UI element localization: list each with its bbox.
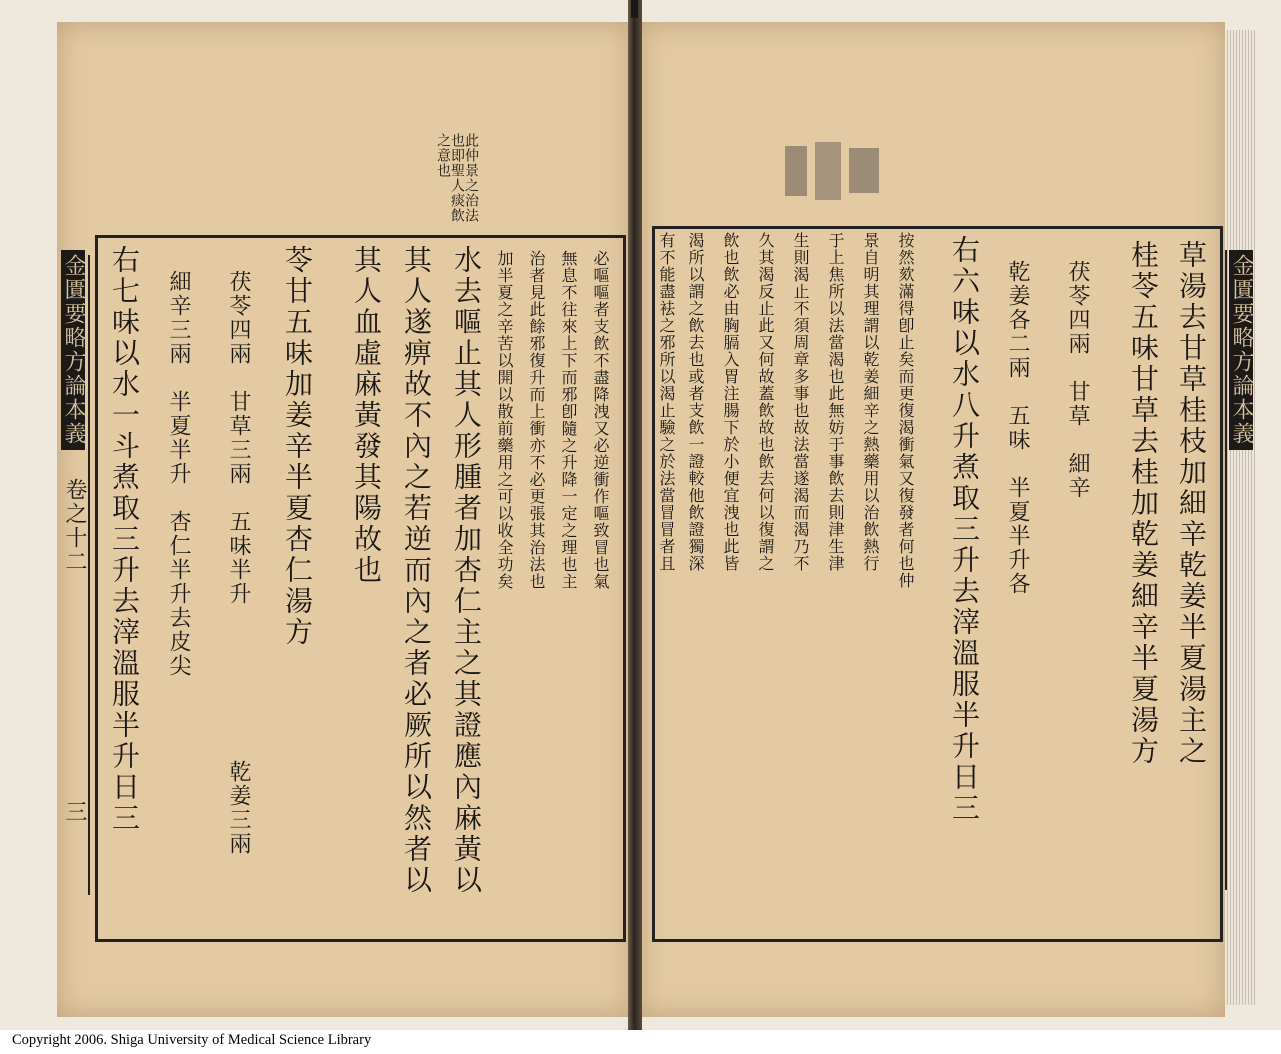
text-column: 其人血虛麻黃發其陽故也: [350, 245, 383, 586]
headnote: 此仲景之治法也即聖人痰飲之意也: [435, 133, 479, 223]
folio-number: 三: [62, 800, 87, 824]
text-column: 右七味以水一斗煮取三升去滓溫服半升日三: [108, 245, 141, 834]
ingredient-column: 茯苓四兩 甘草三兩 五味半升: [226, 270, 251, 606]
right-head-rule: [1225, 250, 1227, 890]
text-column: 苓甘五味加姜辛半夏杏仁湯方: [281, 245, 314, 648]
left-head-rule: [88, 255, 90, 895]
text-column: 草湯去甘草桂枝加細辛乾姜半夏湯主之: [1175, 240, 1208, 767]
ingredient-column: 細辛三兩 半夏半升 杏仁半升去皮尖: [166, 270, 191, 678]
text-column: 水去嘔止其人形腫者加杏仁主之其證應內麻黃以: [450, 245, 483, 896]
commentary-column: 于上焦所以法當渴也此無妨于事飲去則津生津: [826, 232, 845, 572]
commentary-column: 渴所以謂之飲去也或者支飲一證較他飲證獨深: [686, 232, 705, 572]
text-column: 桂苓五味甘草去桂加乾姜細辛半夏湯方: [1127, 240, 1160, 767]
ink-blot: [775, 138, 895, 208]
ingredient-column: 乾姜各二兩 五味 半夏半升各: [1005, 260, 1030, 596]
commentary-column: 按然欬滿得卽止矣而更復渴衝氣又復發者何也仲: [896, 232, 915, 589]
left-running-title: 金匱要略方論本義: [61, 250, 85, 450]
commentary-column: 生則渴止不須周章多事也故法當遂渴而渴乃不: [791, 232, 810, 572]
commentary-column: 飲也飲必由胸膈入胃注腸下於小便宜洩也此皆: [721, 232, 740, 572]
binding-gutter: [628, 0, 642, 1030]
commentary-column: 久其渴反止此又何故蓋飲故也飲去何以復謂之: [756, 232, 775, 572]
ingredient-column: 乾姜三兩: [226, 760, 251, 856]
text-column: 右六味以水八升煮取三升去滓溫服半升日三: [948, 235, 981, 824]
commentary-column: 有不能盡袪之邪所以渴止驗之於法當冒冒者且: [657, 232, 676, 572]
commentary-column: 必嘔嘔者支飲不盡降洩又必逆衝作嘔致冒也氣: [591, 250, 610, 590]
commentary-column: 加半夏之辛苦以開以散前藥用之可以收全功矣: [495, 250, 514, 590]
binding-tape: [631, 0, 638, 18]
right-running-title: 金匱要略方論本義: [1229, 250, 1253, 450]
commentary-column: 治者見此餘邪復升而上衝亦不必更張其治法也: [527, 250, 546, 590]
commentary-column: 無息不往來上下而邪卽隨之升降一定之理也主: [559, 250, 578, 590]
copyright-notice: Copyright 2006. Shiga University of Medical Science Library: [12, 1032, 372, 1048]
page-edges: [1225, 30, 1255, 1005]
ingredient-column: 茯苓四兩 甘草 細辛: [1065, 260, 1090, 500]
commentary-column: 景自明其理謂以乾姜細辛之熱藥用以治飲熱行: [861, 232, 880, 572]
chapter-label: 卷之十二: [62, 478, 87, 574]
text-column: 其人遂痹故不內之若逆而內之者必厥所以然者以: [400, 245, 433, 896]
